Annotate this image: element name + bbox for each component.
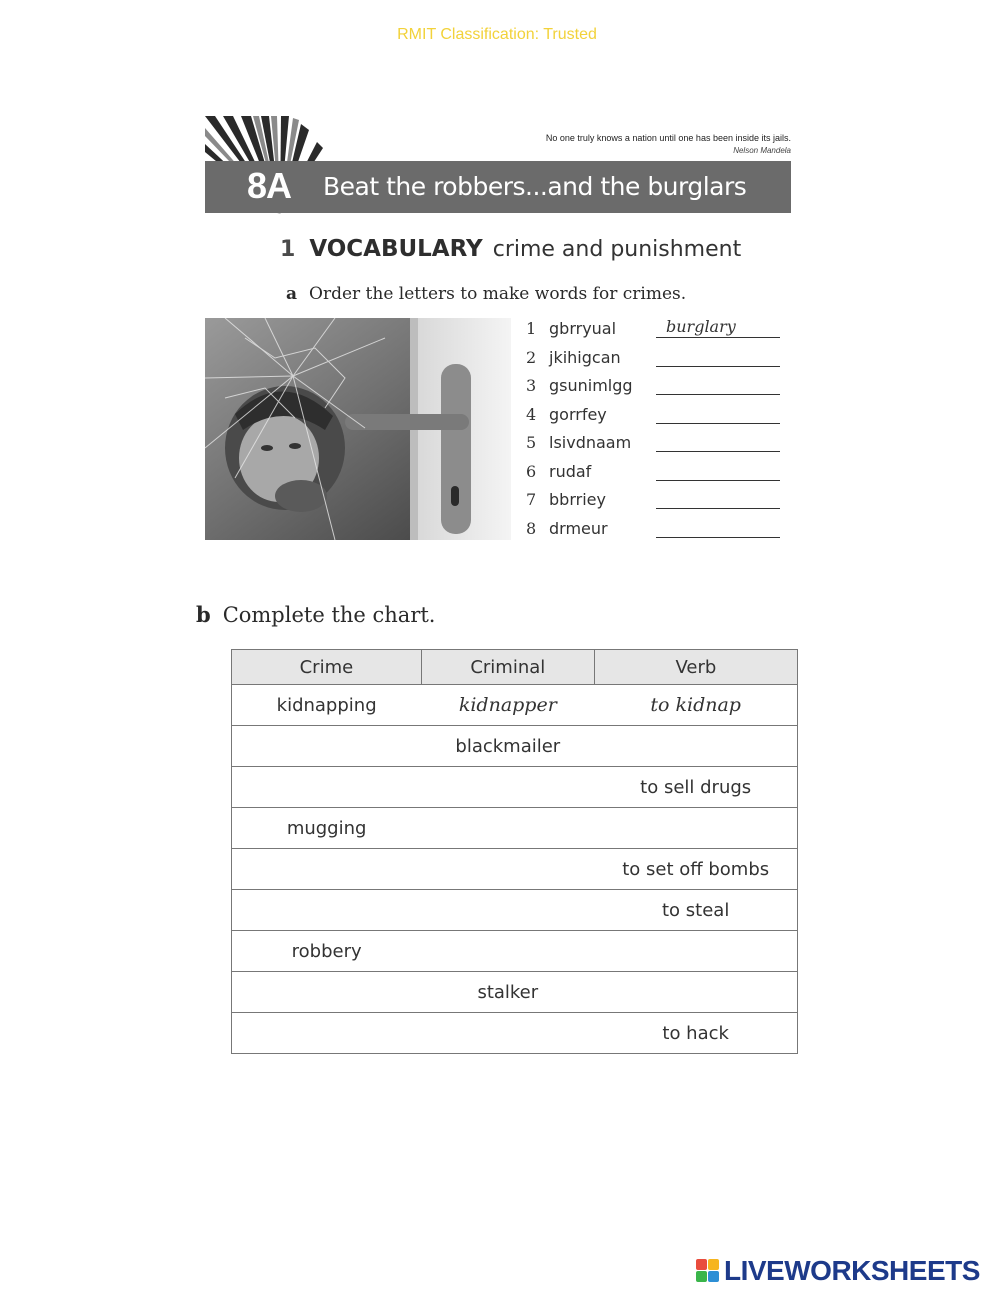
scrambled-word: gorrfey <box>549 404 607 424</box>
chart-cell-criminal: blackmailer <box>421 726 594 767</box>
word-number: 3 <box>526 376 537 395</box>
chart-row <box>232 849 798 890</box>
chart-cell-verb[interactable] <box>594 808 797 849</box>
chart-row <box>232 685 798 726</box>
chart-cell-verb: to steal <box>594 890 797 931</box>
liveworksheets-logo <box>696 1256 980 1286</box>
answer-line[interactable] <box>656 337 780 338</box>
word-item <box>526 402 786 431</box>
chart-cell-crime: kidnapping <box>232 685 422 726</box>
answer-line[interactable] <box>656 451 780 452</box>
unit-title: Beat the robbers...and the burglars <box>323 172 747 201</box>
word-item <box>526 516 786 545</box>
answer-line[interactable] <box>656 423 780 424</box>
word-item <box>526 316 786 345</box>
chart-cell-verb: to hack <box>594 1013 797 1054</box>
word-item <box>526 430 786 459</box>
chart-cell-verb[interactable] <box>594 931 797 972</box>
chart-cell-crime[interactable] <box>232 890 422 931</box>
chart-header-criminal: Criminal <box>421 650 594 685</box>
chart-cell-criminal[interactable] <box>421 808 594 849</box>
answer-line[interactable] <box>656 394 780 395</box>
unit-code: 8A <box>247 165 292 206</box>
quote-author: Nelson Mandela <box>733 146 791 155</box>
chart-row <box>232 767 798 808</box>
word-number: 5 <box>526 433 537 452</box>
chart-cell-verb: to kidnap <box>594 685 797 726</box>
chart-cell-verb[interactable] <box>594 726 797 767</box>
logo-text: LIVEWORKSHEETS <box>724 1255 980 1286</box>
scrambled-word: gsunimlgg <box>549 376 633 395</box>
chart-cell-verb[interactable] <box>594 972 797 1013</box>
exercise-b-letter: b <box>196 602 211 627</box>
word-number: 2 <box>526 347 537 367</box>
section-subtitle: crime and punishment <box>492 237 742 262</box>
scrambled-word: rudaf <box>549 461 592 481</box>
chart-row <box>232 808 798 849</box>
answer-line[interactable] <box>656 366 780 367</box>
chart-row <box>232 931 798 972</box>
word-item <box>526 487 786 516</box>
word-number: 1 <box>526 319 537 338</box>
exercise-a-letter: a <box>286 284 298 304</box>
quote-block <box>205 133 791 155</box>
scrambled-word: drmeur <box>549 518 608 538</box>
word-item <box>526 459 786 488</box>
scrambled-word: gbrryual <box>549 319 617 338</box>
exercise-b-text: Complete the chart. <box>222 603 436 627</box>
chart-cell-verb: to sell drugs <box>594 767 797 808</box>
chart-cell-crime[interactable] <box>232 726 422 767</box>
chart-header-crime: Crime <box>232 650 422 685</box>
chart-cell-criminal: kidnapper <box>421 685 594 726</box>
chart-cell-crime[interactable] <box>232 767 422 808</box>
answer-line[interactable] <box>656 537 780 538</box>
chart-cell-crime: mugging <box>232 808 422 849</box>
chart-header-row <box>232 650 798 685</box>
scrambled-word: lsivdnaam <box>549 433 632 452</box>
classification-label: RMIT Classification: Trusted <box>397 26 597 43</box>
answer-text[interactable]: burglary <box>666 317 736 336</box>
chart-cell-criminal[interactable] <box>421 890 594 931</box>
logo-square <box>696 1271 707 1282</box>
chart-cell-criminal[interactable] <box>421 849 594 890</box>
logo-square <box>696 1259 707 1270</box>
chart-cell-criminal[interactable] <box>421 1013 594 1054</box>
logo-mark-icon <box>696 1259 720 1283</box>
chart-cell-crime[interactable] <box>232 1013 422 1054</box>
exercise-b-instruction <box>196 602 435 627</box>
scrambled-word-list <box>526 316 786 544</box>
chart-cell-criminal: stalker <box>421 972 594 1013</box>
answer-line[interactable] <box>656 480 780 481</box>
chart-row <box>232 972 798 1013</box>
word-number: 6 <box>526 461 537 481</box>
chart-cell-crime[interactable] <box>232 849 422 890</box>
chart-header-verb: Verb <box>594 650 797 685</box>
chart-cell-criminal[interactable] <box>421 767 594 808</box>
word-number: 7 <box>526 490 537 509</box>
chart-row <box>232 890 798 931</box>
chart-row <box>232 726 798 767</box>
section-number: 1 <box>280 237 296 262</box>
quote-text: No one truly knows a nation until one has been inside its jails. <box>545 133 791 143</box>
section-label: VOCABULARY <box>309 236 483 262</box>
answer-line[interactable] <box>656 508 780 509</box>
chart-cell-crime: robbery <box>232 931 422 972</box>
section-heading <box>280 236 741 262</box>
exercise-a-text: Order the letters to make words for crimes. <box>309 284 687 304</box>
logo-square <box>708 1271 719 1282</box>
crime-chart-table <box>231 649 798 1054</box>
chart-cell-crime[interactable] <box>232 972 422 1013</box>
chart-row <box>232 1013 798 1054</box>
word-number: 8 <box>526 518 537 538</box>
chart-cell-verb: to set off bombs <box>594 849 797 890</box>
exercise-a-instruction <box>286 284 686 304</box>
burglar-photo <box>205 318 511 540</box>
word-item <box>526 373 786 402</box>
scrambled-word: bbrriey <box>549 490 606 509</box>
chart-cell-criminal[interactable] <box>421 931 594 972</box>
word-number: 4 <box>526 404 537 424</box>
word-item <box>526 345 786 374</box>
logo-square <box>708 1259 719 1270</box>
scrambled-word: jkihigcan <box>549 347 621 367</box>
